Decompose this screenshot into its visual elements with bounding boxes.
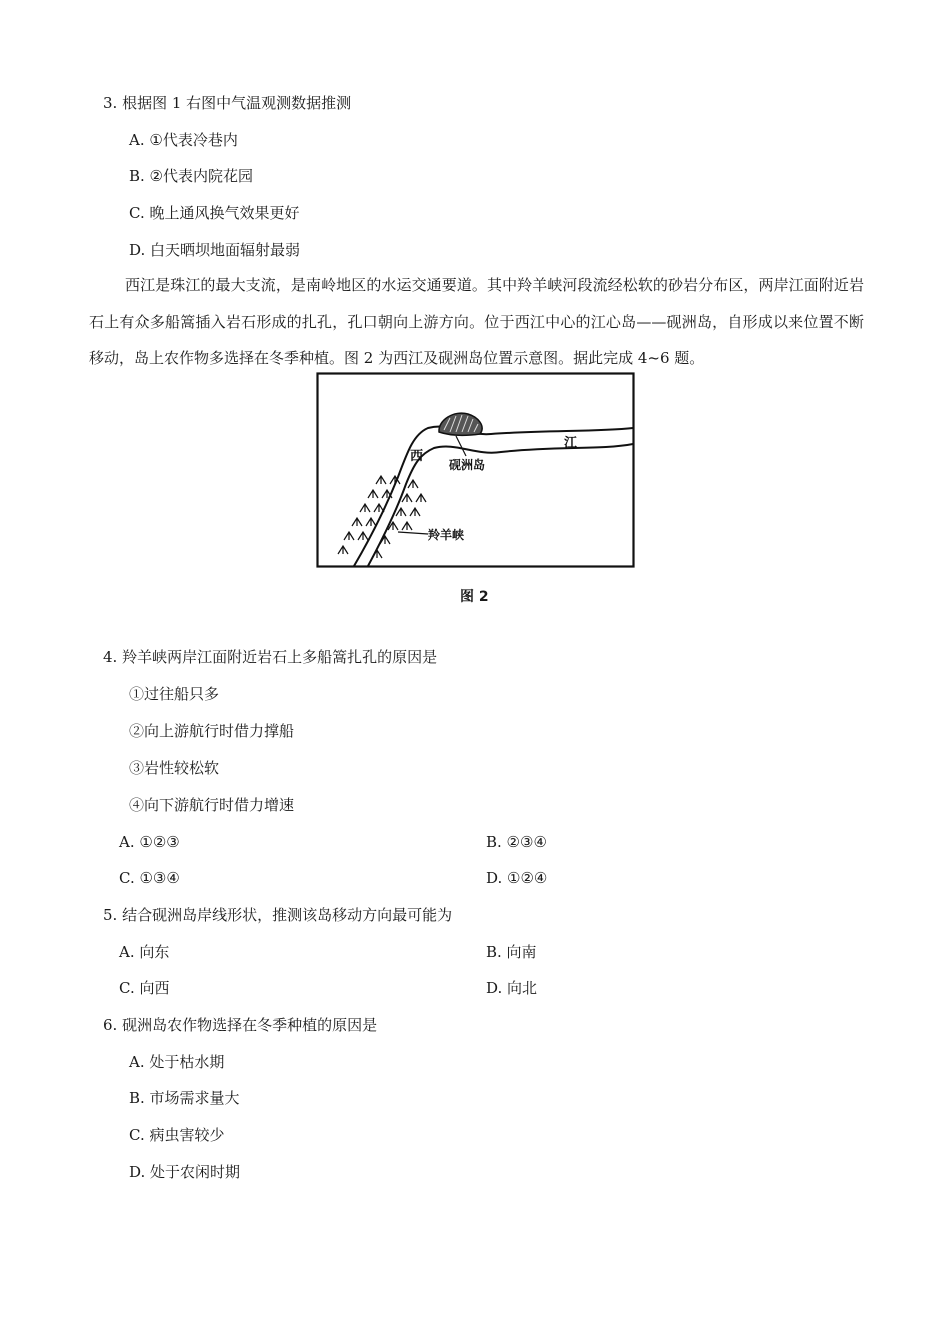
q4-option-d: D. ①②④: [486, 869, 548, 887]
label-island: 砚洲岛: [449, 458, 486, 472]
label-xi: 西: [410, 449, 424, 464]
label-jiang: 江: [564, 436, 578, 451]
q6-option-c: C. 病虫害较少: [129, 1126, 225, 1144]
question-5-stem: 5. 结合砚洲岛岸线形状，推测该岛移动方向最可能为: [103, 906, 453, 924]
question-3-stem: 3. 根据图 1 右图中气温观测数据推测: [103, 94, 352, 112]
question-4-stem: 4. 羚羊峡两岸江面附近岩石上多船篙扎孔的原因是: [103, 648, 438, 666]
q5-option-b: B. 向南: [486, 943, 537, 961]
q5-option-a: A. 向东: [119, 943, 170, 961]
q4-option-a: A. ①②③: [119, 833, 180, 851]
q4-item-3: ③岩性较松软: [129, 759, 220, 777]
q4-option-b: B. ②③④: [486, 833, 547, 851]
reading-passage: 西江是珠江的最大支流，是南岭地区的水运交通要道。其中羚羊峡河段流经松软的砂岩分布区，两岸江面附近岩石上有众多船篙插入岩石形成的扎孔，孔口朝向上游方向。位于西江中心的江心岛——砚洲岛，自形成以来位置不断移动，岛上农作物多选择在冬季种植。图 2 为西江及砚洲岛位置示意图。据此完成 4~6 题。: [89, 276, 864, 367]
q3-option-a: A. ①代表冷巷内: [129, 131, 238, 149]
q4-item-4: ④向下游航行时借力增速: [129, 796, 295, 814]
figure-2-caption: 图 2: [460, 589, 489, 605]
figure-2-map: [316, 372, 636, 570]
q6-option-a: A. 处于枯水期: [129, 1053, 225, 1071]
q3-option-d: D. 白天晒坝地面辐射最弱: [129, 241, 301, 259]
q6-option-d: D. 处于农闲时期: [129, 1163, 241, 1181]
q6-option-b: B. 市场需求量大: [129, 1089, 240, 1107]
q4-option-c: C. ①③④: [119, 869, 180, 887]
question-6-stem: 6. 砚洲岛农作物选择在冬季种植的原因是: [103, 1016, 378, 1034]
q3-option-c: C. 晚上通风换气效果更好: [129, 204, 300, 222]
q4-item-1: ①过往船只多: [129, 685, 220, 703]
q5-option-c: C. 向西: [119, 979, 170, 997]
q5-option-d: D. 向北: [486, 979, 538, 997]
label-gorge: 羚羊峡: [428, 528, 465, 542]
q3-option-b: B. ②代表内院花园: [129, 167, 254, 185]
q4-item-2: ②向上游航行时借力撑船: [129, 722, 295, 740]
